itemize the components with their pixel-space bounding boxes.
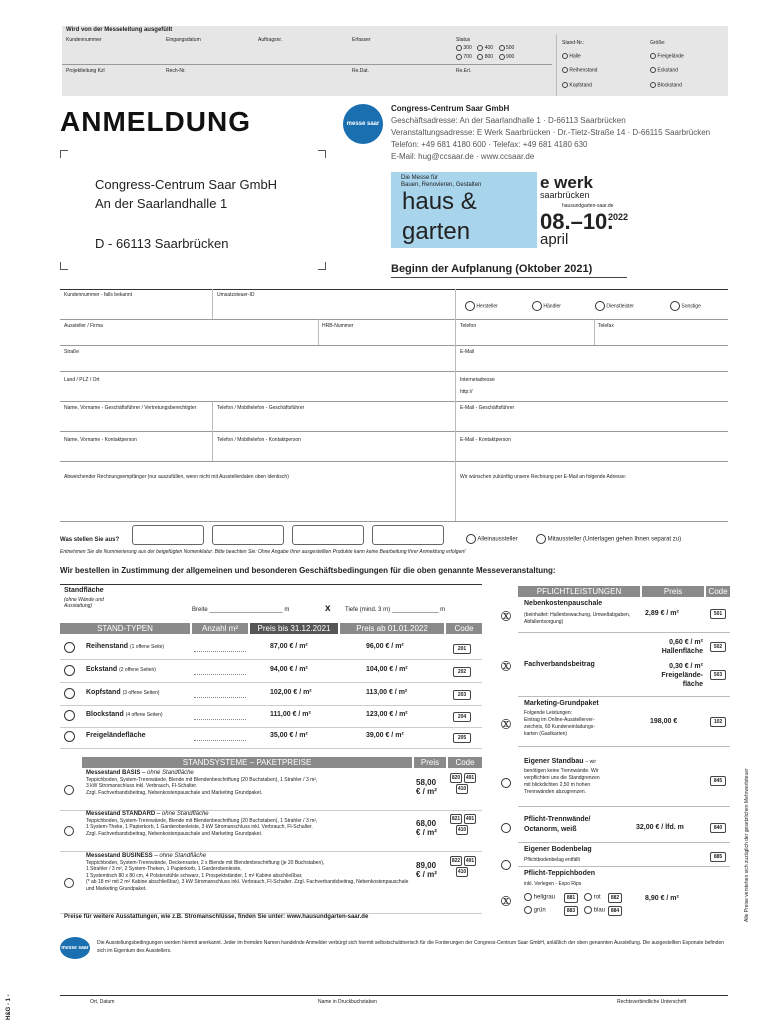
stand-code: 203 (453, 690, 471, 700)
hdr-code: Code (446, 623, 482, 634)
field-kp-mail[interactable]: E-Mail - Kontaktperson (460, 437, 511, 443)
price-ab: 39,00 € / m² (366, 732, 404, 739)
halle-label: Halle (569, 53, 581, 60)
sys-code3: 410 (457, 869, 467, 875)
name-druck[interactable]: Name in Druckbuchstaben (318, 999, 377, 1005)
hdr-ab: Preis ab 01.01.2022 (340, 623, 444, 634)
sys-code2: 491 (465, 816, 475, 822)
label-redat: Re.Dat. (352, 68, 369, 74)
stand-note: (4 offene Seiten) (125, 712, 163, 718)
eb-sub: – wir (585, 759, 597, 765)
opt-blockstand (650, 82, 682, 88)
banner-garten: garten (402, 218, 471, 245)
status-400-radio[interactable] (477, 45, 483, 51)
fv-title: Fachverbandsbeitrag (524, 661, 595, 668)
label-reerl: Re.Erl. (456, 68, 472, 74)
messe-saar-logo: messe saar (343, 104, 383, 144)
address-line2: An der Saarlandhalle 1 (95, 196, 228, 211)
anzahl-field[interactable] (194, 697, 246, 698)
opt-freigelaende (650, 53, 684, 59)
label-erfasser: Erfasser (352, 37, 371, 43)
label-kundennummer: Kundennummer (66, 37, 102, 43)
blau-radio[interactable] (584, 906, 592, 914)
field-http: http:// (460, 389, 473, 395)
kopfstand-label: Kopfstand (569, 82, 592, 89)
stand-radio[interactable] (64, 688, 75, 699)
banner-url: hausundgarten-saar.de (562, 203, 614, 209)
sys-text3: Zzgl. Fachverbandsbeitrag, Nebenkostenpauschale und Marketing Grundpaket. (86, 830, 263, 837)
stand-note: (1 offene Seite) (129, 644, 165, 650)
field-internet[interactable]: Internetadresse (460, 377, 495, 383)
hdr-sys-code: Code (448, 757, 482, 768)
stand-name: Kopfstand (86, 689, 121, 696)
stand-row (86, 666, 156, 673)
mk-price: 198,00 € (650, 718, 678, 725)
allein-radio[interactable] (466, 534, 476, 544)
label-auftragsnr: Auftragsnr. (258, 37, 283, 43)
hellgrau-label: hellgrau (533, 894, 556, 901)
sys-price: 68,00 (416, 819, 437, 828)
mk-title: Marketing-Grundpaket (524, 700, 599, 707)
label-standnr: Stand-Nr.: (562, 40, 585, 46)
stand-code: 205 (453, 733, 471, 743)
sys-text2: 1 Strahler / 3 m², 2 System-Theken, 1 Papierkorb, 1 Garderobenleiste, (86, 866, 242, 872)
code-gruen: 883 (564, 906, 578, 916)
tiefe-field[interactable]: Tiefe (mind. 3 m) ______________ m (345, 607, 446, 613)
was-note: Entnehmen Sie die Nummerierung aus der beigefügten Nomenklatur. Bitte beachten Sie: Ohne Angabe Ihrer ausgestellten Produkte kann keine Bearbeitung Ihrer Anmeldung erfolgen! (60, 549, 466, 555)
tw-code: 840 (710, 823, 726, 833)
mwst-note: Alle Preise verstehen sich zuzüglich der gesetzlichen Mehrwertsteuer (744, 768, 750, 922)
stand-radio[interactable] (64, 710, 75, 721)
tb-checkbox[interactable]: Ⓧ (501, 897, 511, 908)
opt-halle (562, 53, 581, 59)
address-line1: Congress-Centrum Saar GmbH (95, 177, 278, 192)
price-bis: 102,00 € / m² (270, 689, 312, 696)
stand-radio[interactable] (64, 665, 75, 676)
label-rechnr: Rech-Nr. (166, 68, 186, 74)
hdr-sys-preis: Preis (414, 757, 446, 768)
blau-label: blau (593, 907, 606, 914)
sys-sub: – ohne Standfläche (156, 811, 209, 817)
mk-text3: zeichnis, 60 Kundeneinladungs- (524, 724, 595, 730)
org-telefon: Telefon: +49 681 4180 600 · Telefax: +49 681 4180 630 (391, 140, 588, 149)
stand-row (86, 643, 164, 650)
eckstand-radio[interactable] (650, 67, 656, 73)
sys-code3: 410 (457, 786, 467, 792)
sys-radio[interactable] (64, 826, 74, 836)
rot-label: rot (593, 894, 601, 901)
fv-code1: 502 (710, 642, 726, 652)
mk-code: 102 (710, 717, 726, 727)
stand-name: Reihenstand (86, 643, 129, 650)
fv-price1: 0,60 € / m² (669, 639, 703, 646)
hellgrau-radio[interactable] (524, 893, 532, 901)
sys-price: 89,00 (416, 861, 437, 870)
unterschrift[interactable]: Rechtsverbindliche Unterschrift (617, 999, 687, 1005)
hdr-bis: Preis bis 31.12.2021 (250, 623, 338, 634)
price-bis: 35,00 € / m² (270, 732, 308, 739)
sys-text2: 1 System-Theke, 1 Papierkorb, 1 Garderobenleiste, 3 kW Stromanschluss inkl. Verbrauch, FI-Schalter. (86, 824, 313, 830)
eb-radio[interactable] (501, 778, 511, 788)
hersteller-label: Hersteller (476, 303, 498, 310)
org-geschaeft: Geschäftsadresse: An der Saarlandhalle 1 · D-66113 Saarbrücken (391, 116, 626, 125)
sys-code2: 491 (465, 858, 475, 864)
banner-saarbruecken: saarbrücken (540, 190, 590, 200)
hdr-anzahl: Anzahl m² (192, 623, 248, 634)
sys-price: 58,00 (416, 778, 437, 787)
stand-note: (3 offene Seiten) (122, 690, 160, 696)
nk-price: 2,89 € / m² (645, 610, 679, 617)
label-eingangsdatum: Eingangsdatum (166, 37, 201, 43)
allein-label: Alleinaussteller (477, 536, 518, 543)
admin-title: Wird von der Messeleitung ausgefüllt (66, 27, 173, 33)
fv-price1-label: Hallenfläche (661, 648, 703, 655)
stand-row (86, 689, 159, 696)
status-900-radio[interactable] (499, 54, 505, 60)
stand-name: Blockstand (86, 711, 124, 718)
fv-price2-label2: fläche (682, 681, 703, 688)
banner-year: 2022 (608, 212, 629, 222)
address-line3: D - 66113 Saarbrücken (95, 236, 229, 251)
tb-title: Pflicht-Teppichboden (524, 870, 596, 877)
eb-text1: benötigen keine Trennwände. Wir (524, 768, 599, 774)
price-ab: 123,00 € / m² (366, 711, 408, 718)
anzahl-field[interactable] (194, 651, 246, 652)
dienstleister-radio[interactable] (595, 301, 605, 311)
kopfstand-radio[interactable] (562, 82, 568, 88)
opt-reihenstand (562, 67, 597, 73)
field-gf[interactable]: Name, Vorname - Geschäftsführer / Vertretungsberechtigter (64, 405, 197, 411)
mk-text1: Folgende Leistungen: (524, 710, 573, 716)
fv-checkbox[interactable]: Ⓧ (501, 662, 511, 673)
label-projektleitung: Projektleitung Kzl (66, 68, 105, 74)
nk-checkbox[interactable]: Ⓧ (501, 612, 511, 623)
nk-sub: (beinhaltet: Hallenbewachung, Umweltabgaben, Abfallentsorgung) (524, 612, 631, 625)
sys-unit: € / m² (416, 870, 437, 879)
nomenklatur-box-3[interactable] (292, 525, 364, 545)
nk-title: Nebenkostenpauschale (524, 600, 603, 607)
field-kundennummer[interactable]: Kundennummer - falls bekannt (64, 292, 133, 298)
banner-ewerk: e werk (540, 173, 593, 192)
hdr-pflicht: PFLICHTLEISTUNGEN (518, 586, 640, 597)
footer-text: Die Ausstellungsbedingungen werden hiermit anerkannt. Jeder im fremden Namen handelnde Anmelder verbürgt sich hiermit selbstschuldnerisch für die Forderungen der Congress-Centrum Saar GmbH, anläßlich der oben genannten Ausstellung. Die ausgestellten Exponate befinden sich im Eigentum des Ausstellers. (97, 940, 725, 954)
halle-radio[interactable] (562, 53, 568, 59)
price-bis: 94,00 € / m² (270, 666, 308, 673)
standflaeche-title: Standfläche (64, 587, 104, 594)
hdr-pflicht-preis: Preis (642, 586, 704, 597)
eb-text2: verpflichten uns die Standgrenzen (524, 775, 600, 781)
code-blau: 884 (608, 906, 622, 916)
eb-title-text: Eigener Standbau (524, 758, 584, 765)
page-title: ANMELDUNG (60, 106, 251, 137)
org-veranstaltung: Veranstaltungsadresse: E Werk Saarbrücken · Dr.-Tietz-Straße 14 · D-66115 Saarbrücken (391, 128, 711, 137)
sys-footer: Preise für weitere Ausstattungen, wie z.B. Stromanschlüsse, finden Sie unter: www.hausundgarten-saar.de (64, 914, 369, 920)
field-ort[interactable]: Land / PLZ / Ort (64, 377, 100, 383)
field-email[interactable]: E-Mail (460, 349, 475, 355)
standflaeche-sub: (ohne Wände und Ausstattung) (64, 597, 104, 609)
sys-unit: € / m² (416, 787, 437, 796)
bestellen-heading: Wir bestellen in Zustimmung der allgemeinen und besonderen Geschäftsbedingungen für die oben genannte Messeveranstaltung: (60, 566, 556, 575)
tw-title2: Octanorm, weiß (524, 826, 577, 833)
sys-code3: 410 (457, 827, 467, 833)
sys-title: Messestand BASIS (86, 770, 141, 776)
mk-text4: karten (Gastkarten) (524, 731, 568, 737)
page-marker: H&G - 1 - (6, 994, 12, 1020)
bb-code: 885 (710, 852, 726, 862)
sys-text4: (* ab 18 m² mit 2 m² Kabine abschließbar), 3 kW Stromanschluss inkl. Verbrauch, FI-Schalter. Zzgl. Fachverbandsbeitrag, Nebenkostenpauschale und Marketing Grundpaket. (86, 879, 409, 892)
field-abweichend[interactable]: Abweichender Rechnungsempfänger (nur auszufüllen, wenn nicht mit Ausstellerdaten oben identisch) (64, 474, 289, 480)
sys-code1: 821 (451, 816, 461, 822)
freigelaende-label: Freigelände (657, 53, 684, 60)
sys-code1: 822 (451, 858, 461, 864)
dienstleister-label: Dienstleister (606, 303, 634, 310)
stand-code: 204 (453, 712, 471, 722)
mit-radio[interactable] (536, 534, 546, 544)
tw-radio[interactable] (501, 823, 511, 833)
eb-title (524, 758, 596, 765)
freigelaende-radio[interactable] (650, 53, 656, 59)
status-400: 400 (484, 45, 494, 51)
was-label: Was stellen Sie aus? (60, 537, 120, 543)
stand-radio[interactable] (64, 642, 75, 653)
bb-sub: Pflichtbodenbelag entfällt (524, 857, 580, 863)
x-symbol: x (325, 603, 331, 614)
breite-field[interactable]: Breite ______________________ m (192, 607, 290, 613)
field-gf-mail[interactable]: E-Mail - Geschäftsführer (460, 405, 515, 411)
sys-sub: – ohne Standfläche (142, 770, 194, 776)
anzahl-field[interactable] (194, 740, 246, 741)
field-aussteller[interactable]: Aussteller / Firma (64, 323, 103, 329)
sys-text1: Teppichboden, System-Trennwände, Blende mit Blendenbeschriftung (20 Buchstaben), 1 Strahler / 3 m², (86, 817, 318, 824)
stand-name: Freigeländefläche (86, 732, 146, 739)
field-strasse[interactable]: Straße (64, 349, 80, 355)
banner-month: april (540, 231, 569, 248)
sys-text2: 3 kW Stromanschluss inkl. Verbrauch, FI-Schalter. (86, 783, 198, 789)
label-groesse: Größe: (650, 40, 666, 46)
price-ab: 113,00 € / m² (366, 689, 408, 696)
nomenklatur-box-4[interactable] (372, 525, 444, 545)
field-kp-tel[interactable]: Telefon / Mobiltelefon - Kontaktperson (217, 437, 301, 443)
sys-text3: 1 Systemtisch 80 x 80 cm, 4 Polsterstühle schwarz, 1 Prospektständer, 1 m² Kabine abschließbar, (86, 872, 303, 879)
sys-unit: € / m² (416, 828, 437, 837)
footer-logo: messe saar (60, 937, 90, 959)
nomenklatur-box-2[interactable] (212, 525, 284, 545)
sys-text1: Teppichboden, System-Trennwände, Blende mit Blendenbeschriftung (20 Buchstaben), 1 Strahler / 3 m², (86, 776, 318, 783)
field-telefon[interactable]: Telefon (460, 323, 477, 329)
stand-row (86, 711, 163, 718)
haendler-label: Händler (543, 303, 561, 310)
field-ust[interactable]: Umsatzsteuer-ID (217, 292, 255, 298)
banner-dates: 08.–10. (540, 209, 614, 234)
eckstand-label: Eckstand (657, 67, 678, 74)
stand-code: 202 (453, 667, 471, 677)
field-telefax[interactable]: Telefax (598, 323, 614, 329)
reihenstand-label: Reihenstand (569, 67, 598, 74)
hdr-stand-typen: STAND-TYPEN (60, 623, 190, 634)
sonstige-label: Sonstige (681, 303, 701, 310)
hdr-standsysteme: STANDSYSTEME – PAKETPREISE (82, 757, 412, 768)
status-500: 500 (505, 45, 515, 51)
tw-title: Pflicht-Trennwände/ (524, 816, 591, 823)
opt-eckstand (650, 67, 678, 73)
status-800: 800 (484, 54, 494, 60)
price-bis: 87,00 € / m² (270, 643, 308, 650)
banner-slogan2: Bauen, Renovieren, Gestalten (401, 182, 482, 188)
field-gf-tel[interactable]: Telefon / Mobiltelefon - Geschäftsführer (217, 405, 305, 411)
banner-slogan1: Die Messe für (401, 175, 439, 181)
haendler-radio[interactable] (532, 301, 542, 311)
stand-note: (2 offene Seiten) (119, 667, 156, 673)
code-hellgrau: 881 (564, 893, 578, 903)
sys-text1: Teppichboden, System-Trennwände, Deckenraster, 2 x Blende mit Blendenbeschriftung (je 20 Buchstaben), (86, 859, 325, 866)
tb-price: 8,90 € / m² (645, 895, 679, 902)
fv-price2-label: Freigelände- (661, 672, 703, 679)
fv-code2: 503 (710, 670, 726, 680)
tb-sub: inkl. Verlegen - Expo Rips (524, 881, 582, 887)
sys-radio[interactable] (64, 785, 74, 795)
stand-code: 201 (453, 644, 471, 654)
mk-checkbox[interactable]: Ⓧ (501, 720, 511, 731)
eb-text3: mit blickdichten 2,50 m hohen (524, 782, 591, 788)
field-email-rechnung[interactable]: Wir wünschen zukünftig unsere Rechnung per E-Mail an folgende Adresse: (460, 474, 627, 480)
status-900: 900 (505, 54, 515, 60)
eb-code: 845 (710, 776, 726, 786)
status-300-radio[interactable] (456, 45, 462, 51)
org-name: Congress-Centrum Saar GmbH (391, 104, 510, 113)
field-kp[interactable]: Name, Vorname - Kontaktperson (64, 437, 137, 443)
nomenklatur-box-1[interactable] (132, 525, 204, 545)
status-700: 700 (463, 54, 472, 60)
sys-text3: Zzgl. Fachverbandsbeitrag, Nebenkostenpauschale und Marketing Grundpaket. (86, 789, 263, 796)
blockstand-label: Blockstand (657, 82, 682, 89)
price-bis: 111,00 € / m² (270, 711, 311, 718)
fv-price2: 0,30 € / m² (669, 663, 703, 670)
hersteller-radio[interactable] (465, 301, 475, 311)
sonstige-radio[interactable] (670, 301, 680, 311)
code-rot: 882 (608, 893, 622, 903)
gruen-label: grün (533, 907, 546, 914)
status-300: 300 (463, 45, 472, 51)
label-status: Status (456, 37, 471, 43)
price-ab: 104,00 € / m² (366, 666, 408, 673)
eb-text4: Trennwänden abzugrenzen. (524, 789, 587, 795)
ort-datum[interactable]: Ort, Datum (90, 999, 115, 1005)
bb-title: Eigener Bodenbelag (524, 846, 592, 853)
banner-haus: haus & (402, 188, 477, 215)
rot-radio[interactable] (584, 893, 592, 901)
status-options (456, 44, 514, 62)
sys-code1: 820 (451, 775, 461, 781)
status-800-radio[interactable] (477, 54, 483, 60)
hdr-pflicht-code: Code (706, 586, 730, 597)
price-ab: 96,00 € / m² (366, 643, 404, 650)
anzahl-field[interactable] (194, 674, 246, 675)
bb-radio[interactable] (501, 860, 511, 870)
org-email: E-Mail: hug@ccsaar.de · www.ccsaar.de (391, 152, 535, 161)
gruen-radio[interactable] (524, 906, 532, 914)
mk-text2: Eintrag im Online-Ausstellerver- (524, 717, 595, 723)
field-hrb[interactable]: HRB-Nummer (322, 323, 354, 329)
sys-sub: – ohne Standfläche (154, 853, 207, 859)
nk-code: 501 (710, 609, 726, 619)
sys-radio[interactable] (64, 878, 74, 888)
beginn-aufplanung: Beginn der Aufplanung (Oktober 2021) (391, 263, 593, 275)
blockstand-radio[interactable] (650, 82, 656, 88)
sys-title: Messestand STANDARD (86, 811, 156, 817)
stand-row (86, 732, 146, 739)
stand-radio[interactable] (64, 731, 75, 742)
mit-label: Mitaussteller (Unterlagen gehen Ihnen separat zu) (547, 536, 682, 543)
status-500-radio[interactable] (499, 45, 505, 51)
tw-price: 32,00 € / lfd. m (636, 824, 684, 831)
anzahl-field[interactable] (194, 719, 246, 720)
opt-kopfstand (562, 82, 592, 88)
status-700-radio[interactable] (456, 54, 462, 60)
stand-name: Eckstand (86, 666, 118, 673)
reihenstand-radio[interactable] (562, 67, 568, 73)
sys-code2: 491 (465, 775, 475, 781)
sys-title: Messestand BUSINESS (86, 853, 153, 859)
